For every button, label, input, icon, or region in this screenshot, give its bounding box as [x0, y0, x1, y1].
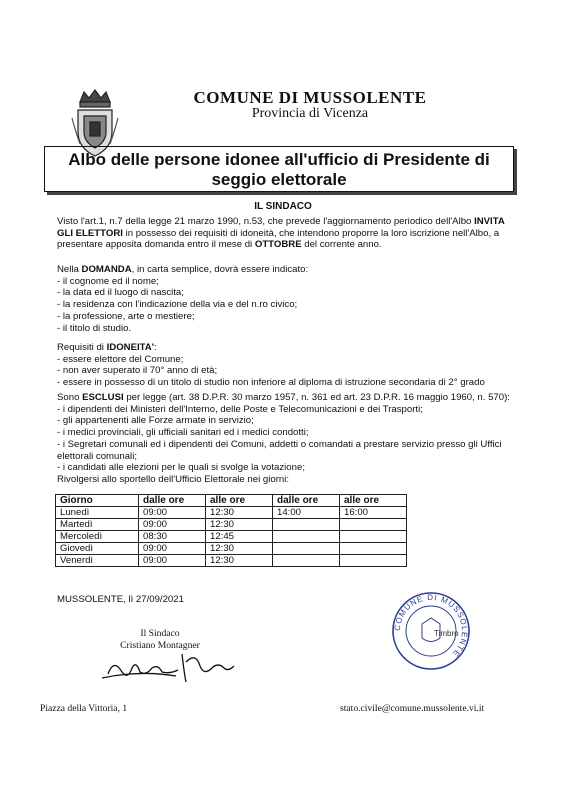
table-cell [273, 543, 340, 555]
table-cell: 16:00 [340, 507, 407, 519]
table-header-row [56, 495, 407, 507]
intro-invita: INVITA [474, 216, 505, 227]
albo-title-box [44, 146, 514, 192]
table-cell: 14:00 [273, 507, 340, 519]
date-line: MUSSOLENTE, lì 27/09/2021 [57, 594, 184, 605]
albo-title [45, 150, 513, 190]
list-item: - i dipendenti dei Ministeri dell'Interno, delle Poste e Telecomunicazioni e dei Trasporti; [57, 403, 423, 415]
domanda-bold: DOMANDA [81, 264, 132, 275]
column-header: alle ore [340, 495, 407, 507]
intro-text-3: presentare apposita domanda entro il mese di [57, 239, 255, 251]
table-cell: Mercoledì [56, 531, 139, 543]
table-cell: 12:30 [206, 555, 273, 567]
intro-gli-elettori: GLI ELETTORI [57, 227, 123, 239]
esclusi-bold: ESCLUSI [82, 392, 124, 403]
intro-text-1: Visto l'art.1, n.7 della legge 21 marzo 1990, n.53, che prevede l'aggiornamento periodico dell'Albo [57, 216, 475, 227]
list-item: - essere elettore del Comune; [57, 353, 184, 365]
list-item: - il titolo di studio. [57, 322, 132, 334]
table-cell [273, 519, 340, 531]
stamp-label: Timbro [434, 629, 459, 638]
footer-email: stato.civile@comune.mussolente.vi.it [340, 703, 485, 714]
table-row [56, 543, 407, 555]
table-cell: 08:30 [139, 531, 206, 543]
sindaco-name: Cristiano Montagner [120, 639, 200, 651]
esclusi-section [57, 392, 509, 486]
list-item: - essere in possesso di un titolo di studio non inferiore al diploma di istruzione secondaria di 2° grado [57, 377, 485, 389]
table-cell: 09:00 [139, 519, 206, 531]
list-item: Rivolgersi allo sportello dell'Ufficio Elettorale nei giorni: [57, 473, 290, 485]
domanda-section [57, 264, 509, 334]
esclusi-prefix: Sono [57, 392, 83, 403]
list-item: elettorali comunali; [57, 450, 137, 462]
table-row [56, 519, 407, 531]
intro-text-4: del corrente anno. [301, 239, 382, 251]
table-cell [340, 543, 407, 555]
column-header: dalle ore [139, 495, 206, 507]
table-cell [273, 531, 340, 543]
column-header: dalle ore [273, 495, 340, 507]
table-cell: Martedì [56, 519, 139, 531]
sindaco-title: Il Sindaco [140, 628, 180, 639]
table-cell: 12:30 [206, 519, 273, 531]
schedule-table [55, 494, 407, 567]
albo-title-line2: seggio elettorale [211, 170, 347, 189]
provincia-subtitle: Provincia di Vicenza [251, 106, 369, 121]
intro-paragraph [57, 216, 509, 251]
table-cell: 09:00 [139, 507, 206, 519]
column-header: alle ore [206, 495, 273, 507]
domanda-suffix: , in carta semplice, dovrà essere indicato: [131, 264, 309, 275]
stamp-ring-text: COMUNE DI MUSSOLENTE [392, 592, 470, 659]
list-item: - la residenza con l'indicazione della via e del n.ro civico; [57, 299, 298, 311]
table-cell: Venerdì [56, 555, 139, 567]
list-item: - il cognome ed il nome; [57, 275, 159, 287]
list-item: - la data ed il luogo di nascita; [57, 287, 184, 299]
column-header: Giorno [56, 495, 139, 507]
esclusi-suffix: per legge (art. 38 D.P.R. 30 marzo 1957, n. 361 ed art. 23 D.P.R. 16 maggio 1960, n. 570): [123, 392, 510, 403]
esclusi-heading [57, 392, 509, 404]
table-cell: 09:00 [139, 543, 206, 555]
list-item: - i Segretari comunali ed i dipendenti dei Comuni, addetti o comandati a prestare servizio presso gli Uffici [57, 438, 502, 450]
handwritten-signature-icon [100, 646, 240, 686]
idoneita-prefix: Requisiti di [57, 342, 107, 353]
idoneita-bold: IDONEITA' [106, 342, 154, 353]
list-item: - i candidati alle elezioni per le quali si svolge la votazione; [57, 462, 305, 474]
table-cell [340, 519, 407, 531]
table-cell [273, 555, 340, 567]
list-item: - la professione, arte o mestiere; [57, 310, 195, 322]
idoneita-heading [57, 342, 509, 354]
idoneita-suffix: : [154, 342, 157, 353]
list-item: - non aver superato il 70° anno di età; [57, 365, 218, 377]
table-cell: 12:45 [206, 531, 273, 543]
list-item: - gli appartenenti alle Forze armate in servizio; [57, 415, 254, 427]
table-cell: 12:30 [206, 507, 273, 519]
table-row [56, 507, 407, 519]
table-cell: 09:00 [139, 555, 206, 567]
table-cell [340, 531, 407, 543]
official-stamp-icon [390, 590, 472, 672]
table-cell [340, 555, 407, 567]
intro-ottobre: OTTOBRE [254, 239, 302, 251]
list-item: - i medici provinciali, gli ufficiali sanitari ed i medici condotti; [57, 427, 309, 439]
table-row [56, 531, 407, 543]
comune-title: COMUNE DI MUSSOLENTE [193, 88, 427, 107]
table-cell: Giovedì [56, 543, 139, 555]
domanda-heading [57, 264, 509, 276]
table-row [56, 555, 407, 567]
footer-address: Piazza della Vittoria, 1 [40, 703, 128, 714]
table-cell: 12:30 [206, 543, 273, 555]
table-cell: Lunedì [56, 507, 139, 519]
idoneita-section [57, 342, 509, 389]
sindaco-heading: IL SINDACO [254, 201, 312, 212]
albo-title-line1: Albo delle persone idonee all'ufficio di Presidente di [68, 150, 490, 169]
intro-text-2: in possesso dei requisiti di idoneità, che intendono proporre la loro iscrizione nell'Albo, a [122, 227, 500, 239]
domanda-prefix: Nella [57, 264, 82, 275]
